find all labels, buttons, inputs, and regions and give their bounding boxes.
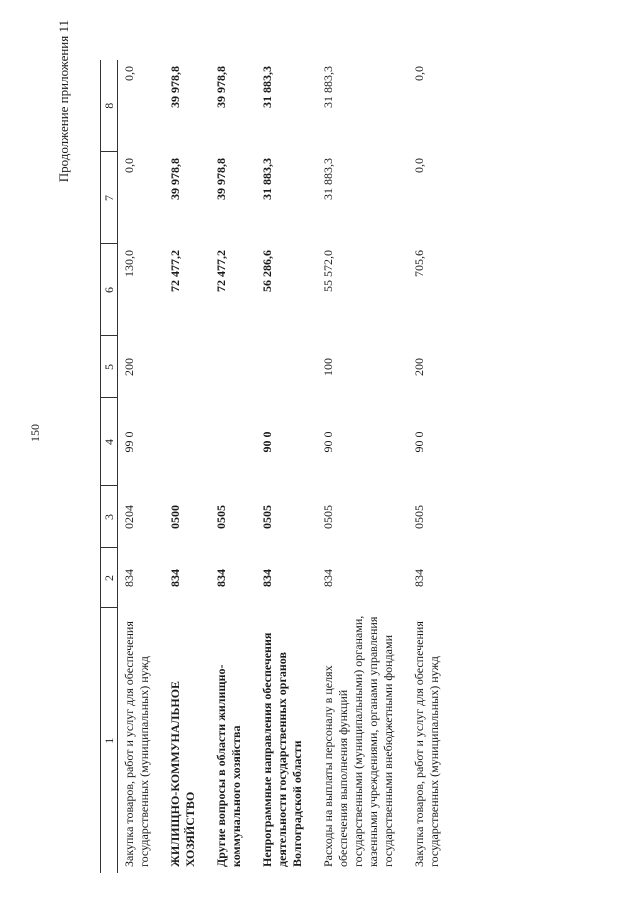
column-header: 5	[101, 336, 118, 398]
amount-col6: 705,6	[412, 250, 426, 277]
amount-col8: 0,0	[412, 66, 426, 81]
column-header: 6	[101, 244, 118, 336]
amount-col7: 31 883,3	[321, 158, 335, 200]
ministry-code: 834	[168, 569, 182, 587]
row-name: Закупка товаров, работ и услуг для обеспечения государственных (муниципальных) нужд	[122, 621, 151, 867]
amount-col8: 39 978,8	[168, 66, 182, 108]
amount-col7: 39 978,8	[214, 158, 228, 200]
amount-col7: 0,0	[122, 158, 136, 173]
section-code: 0505	[260, 505, 274, 529]
amount-col8: 0,0	[122, 66, 136, 81]
program-code: 99 0	[122, 431, 136, 453]
table-row	[256, 60, 317, 873]
amount-col7: 31 883,3	[260, 158, 274, 200]
expense-type-code	[210, 336, 256, 398]
expense-type-code: 200	[412, 358, 426, 376]
column-header: 2	[101, 548, 118, 608]
ministry-code: 834	[260, 569, 274, 587]
ministry-code: 834	[122, 569, 136, 587]
table-row	[317, 60, 408, 873]
column-header: 7	[101, 152, 118, 244]
row-name: Другие вопросы в области жилищно-коммунального хозяйства	[214, 664, 243, 867]
table-row	[118, 60, 165, 873]
row-name: Расходы на выплаты персоналу в целях обеспечения выполнения функций государственными (муниципальными) органами, казенными учреждениями, органами управления государственными внебюджетными фондами	[321, 615, 395, 867]
column-header: 4	[101, 398, 118, 486]
amount-col8: 31 883,3	[260, 66, 274, 108]
expense-type-code: 100	[321, 358, 335, 376]
program-code	[164, 398, 210, 486]
program-code	[210, 398, 256, 486]
expense-type-code: 200	[122, 358, 136, 376]
table-row	[210, 60, 256, 873]
budget-table	[100, 60, 454, 873]
amount-col6: 72 477,2	[168, 250, 182, 292]
program-code: 90 0	[321, 431, 335, 453]
table-header-row	[101, 60, 118, 873]
section-code: 0505	[321, 505, 335, 529]
column-header: 8	[101, 60, 118, 152]
row-name: ЖИЛИЩНО-КОММУНАЛЬНОЕ ХОЗЯЙСТВО	[168, 680, 197, 867]
amount-col7: 0,0	[412, 158, 426, 173]
ministry-code: 834	[412, 569, 426, 587]
table-row	[164, 60, 210, 873]
amount-col6: 130,0	[122, 250, 136, 277]
amount-col6: 55 572,0	[321, 250, 335, 292]
amount-col6: 56 286,6	[260, 250, 274, 292]
section-code: 0204	[122, 505, 136, 529]
amount-col6: 72 477,2	[214, 250, 228, 292]
row-name: Закупка товаров, работ и услуг для обеспечения государственных (муниципальных) нужд	[412, 621, 441, 867]
section-code: 0505	[214, 505, 228, 529]
ministry-code: 834	[321, 569, 335, 587]
amount-col7: 39 978,8	[168, 158, 182, 200]
column-header: 3	[101, 486, 118, 548]
table-row	[408, 60, 454, 873]
expense-type-code	[256, 336, 317, 398]
ministry-code: 834	[214, 569, 228, 587]
page-number: 150	[28, 424, 42, 442]
appendix-caption: Продолжение приложения 11	[56, 20, 71, 183]
program-code: 90 0	[412, 431, 426, 453]
program-code: 90 0	[260, 431, 274, 453]
section-code: 0505	[412, 505, 426, 529]
amount-col8: 39 978,8	[214, 66, 228, 108]
amount-col8: 31 883,3	[321, 66, 335, 108]
expense-type-code	[164, 336, 210, 398]
section-code: 0500	[168, 505, 182, 529]
column-header: 1	[101, 608, 118, 873]
row-name: Непрограммные направления обеспечения деятельности государственных органов Волгоградской области	[260, 632, 304, 867]
